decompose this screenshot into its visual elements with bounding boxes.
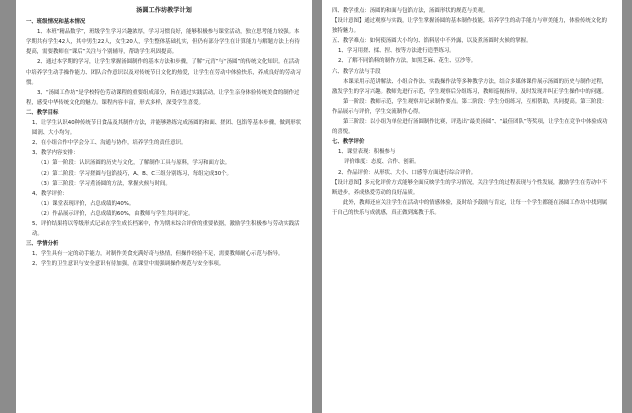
- paragraph: 1、让学生认识40种传统节日食品及其制作方法，并能够熟练完成汤圆的和面、搓团、包馅等基本步骤，做到形状圆润、大小均匀。: [32, 120, 302, 137]
- paragraph: 【设计意图】通过观察与实践，让学生掌握汤圆的基本制作技能，培养学生的动手能力与审美能力，体验传统文化的独特魅力。: [332, 18, 607, 35]
- paragraph: 七、教学评价: [332, 139, 365, 146]
- right-document-page: [322, 0, 622, 413]
- watermark-brand: 启航: [558, 382, 585, 397]
- paragraph: 2、学生的卫生意识与安全意识有待加强，在课堂中需强调操作规范与安全事项。: [32, 261, 225, 268]
- paragraph: 四、教学重点：汤圆的和面与包馅方法，汤圆形状的规范与美观。: [332, 8, 489, 14]
- paragraph: 4、教学评价：: [32, 190, 68, 197]
- left-page-body: [26, 17, 302, 269]
- paragraph: （2）第二阶段：学习搓圆与包馅技巧，A、B、C三组分别练习，每组完成30个。: [38, 170, 232, 177]
- paragraph: 一、班级情况和基本情况: [26, 19, 86, 26]
- paragraph: 此外，教师还应关注学生在活动中的情感体验，及时给予鼓励与肯定，让每一个学生都能在汤圆工作坊中找到属于自己的快乐与成就感，真正做到寓教于乐。: [332, 199, 608, 216]
- paragraph: （3）第三阶段：学习煮汤圆的方法，掌握火候与时间。: [38, 180, 171, 187]
- paragraph: 5、评价结果将以等级形式记录在学生成长档案中，作为期末综合评价的重要依据，激励学生积极参与劳动实践活动。: [32, 220, 300, 238]
- site-watermark-logo: [536, 375, 624, 407]
- paragraph: 评价维度：态度、合作、创新。: [344, 159, 420, 166]
- paragraph: 1、课堂表现：积极参与: [338, 149, 396, 156]
- paragraph: 2、通过本学期的学习，让学生掌握汤圆制作的基本方法和步骤，了解“元宵”与“汤圆”的传统文化知识。在活动中培养学生动手操作能力、团队合作意识以及对传统节日文化的热爱，让学生在劳动中体验快乐，养成良好的劳动习惯。: [26, 59, 301, 86]
- paragraph: （1）第一阶段：认识汤圆的历史与文化，了解制作工具与原料，学习和面方法。: [38, 160, 231, 167]
- paragraph: 1、学生具有一定的动手能力，对制作美食充满好奇与热情，但操作经验不足，需要教师耐心示范与指导。: [32, 251, 284, 258]
- paragraph: （1）课堂表现评价，占总成绩的40%。: [38, 200, 135, 207]
- paragraph: 1、学习用搓、揉、捏、按等方法进行造型练习。: [338, 48, 455, 55]
- watermark-url: IT194.COM: [558, 399, 591, 406]
- left-document-page: [16, 0, 312, 413]
- paragraph: 五、教学难点：如何使汤圆大小均匀、馅料居中不外露，以及煮汤圆时火候的掌握。: [332, 38, 532, 45]
- paragraph: 2、在小组合作中学会分工、沟通与协作，培养学生的责任意识。: [32, 140, 187, 147]
- paragraph: 第一阶段：教师示范，学生观察并记录制作要点。第二阶段：学生分组练习，互相帮助，共同提高。第三阶段：作品展示与评价，学生交流制作心得。: [332, 98, 608, 115]
- paragraph: 3、教学内容安排：: [32, 150, 79, 157]
- paragraph: 2、了解不同馅料的制作方法，如黑芝麻、花生、豆沙等。: [338, 58, 477, 65]
- paragraph: 【设计意图】多元化评价方式能够全面反映学生的学习情况，关注学生的过程表现与个性发展，激励学生在劳动中不断进步，养成热爱劳动的良好品质。: [332, 179, 607, 196]
- paragraph: 三、学情分析: [26, 241, 59, 248]
- paragraph: 本课采用示范讲解法、小组合作法、实践操作法等多种教学方法，结合多媒体课件展示汤圆的历史与制作过程，激发学生的学习兴趣。教师先进行示范，学生观察后分组练习，教师巡视指导，及时发现并纠正学生操作中的问题。: [332, 78, 608, 95]
- paragraph: 二、教学目标: [26, 109, 59, 116]
- document-title: 汤圆工作坊教学计划: [136, 7, 192, 14]
- paragraph: （2）作品展示评价，占总成绩的60%，由教师与学生共同评定。: [38, 210, 194, 217]
- paragraph: 3、“汤圆工作坊”是学校特色劳动课程的重要组成部分，旨在通过实践活动，让学生亲身体验传统美食的制作过程，感受中华传统文化的魅力。课程内容丰富，形式多样，深受学生喜爱。: [26, 89, 300, 106]
- paragraph: 第三阶段：以小组为单位进行汤圆制作比赛，评选出“最美汤圆”、“最佳团队”等奖项，让学生在竞争中体验成功的喜悦。: [332, 119, 608, 136]
- paragraph: 六、教学方法与手段: [332, 68, 381, 75]
- paragraph: 1、本班“精品数学”，班级学生学习兴趣浓厚，学习习惯良好，能够积极参与课堂活动，独立思考能力较强。本学期共有学生42人，其中男生22人，女生20人，学生整体基础扎实，但仍有部分学生在计算能力与解题方法上有待提高，需要教师在“课后”关注与个别辅导，帮助学生巩固提高。: [26, 29, 300, 56]
- paragraph: 2、作品评价：从形状、大小、口感等方面进行综合评价。: [338, 169, 477, 176]
- right-page-body: [332, 6, 612, 218]
- watermark-swoosh-icon: [542, 379, 552, 401]
